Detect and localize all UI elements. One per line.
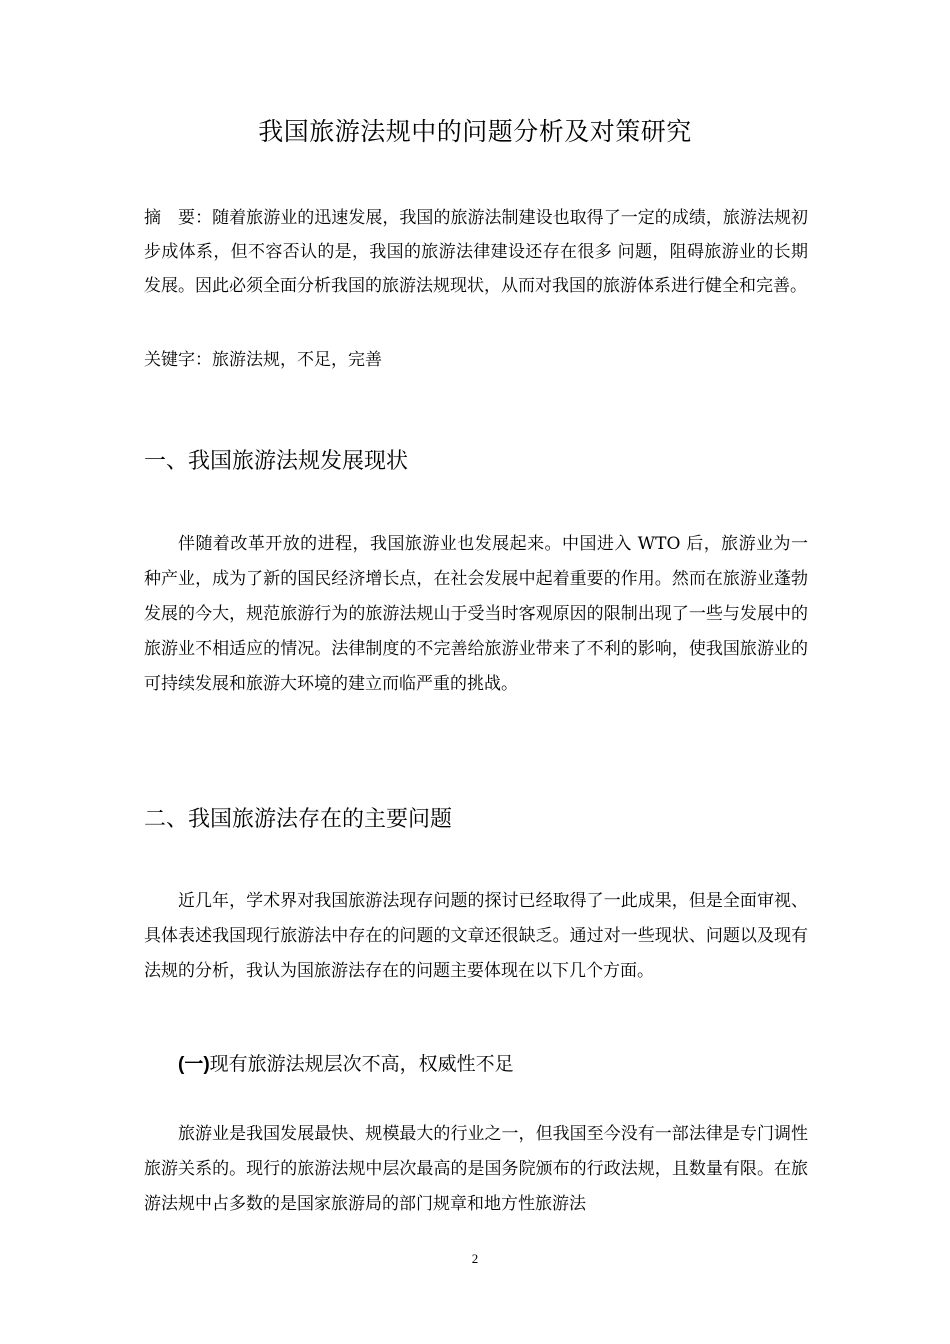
section-heading-1: 一、我国旅游法规发展现状 [144,449,409,474]
keywords-text: 旅游法规，不足，完善 [212,350,382,370]
abstract-label: 摘 要： [144,208,213,228]
subsection-heading [178,1046,514,1083]
document-title: 我国旅游法规中的问题分析及对策研究 [258,117,692,146]
keywords-label: 关键字： [144,350,212,370]
section-heading-2: 二、我国旅游法存在的主要问题 [144,807,453,832]
subsection-number: (一) [178,1054,210,1075]
section-paragraph-2: 近几年，学术界对我国旅游法现存问题的探讨已经取得了一此成果，但是全面审视、具体表述我国现行旅游法中存在的问题的文章还很缺乏。通过对一些现状、问题以及现有法规的分析，我认为国旅游法存在的问题主要体现在以下几个方面。 [144,891,808,981]
abstract [144,201,808,303]
subsection-paragraph: 旅游业是我国发展最快、规模最大的行业之一，但我国至今没有一部法律是专门调性旅游关系的。现行的旅游法规中层次最高的是国务院颁布的行政法规，且数量有限。在旅游法规中占多数的是国家旅游局的部门规章和地方性旅游法 [144,1124,808,1214]
section-paragraph-1: 伴随着改革开放的进程，我国旅游业也发展起来。中国进入 WTO 后，旅游业为一种产业，成为了新的国民经济增长点，在社会发展中起着重要的作用。然而在旅游业蓬勃发展的今大，规范旅游行为的旅游法规山于受当时客观原因的限制出现了一些与发展中的旅游业不相适应的情况。法律制度的不完善给旅游业带来了不利的影响，使我国旅游业的可持续发展和旅游大环境的建立而临严重的挑战。 [144,534,808,694]
keywords [144,343,808,377]
page-number: 2 [471,1251,479,1266]
abstract-text: 随着旅游业的迅速发展，我国的旅游法制建设也取得了一定的成绩，旅游法规初步成体系，但不容否认的是，我国的旅游法律建设还存在很多 问题，阻碍旅游业的长期发展。因此必须全面分析我国的旅游法规现状，从而对我国的旅游体系进行健全和完善。 [144,208,809,296]
subsection-heading-text: 现有旅游法规层次不高，权威性不足 [209,1053,514,1075]
